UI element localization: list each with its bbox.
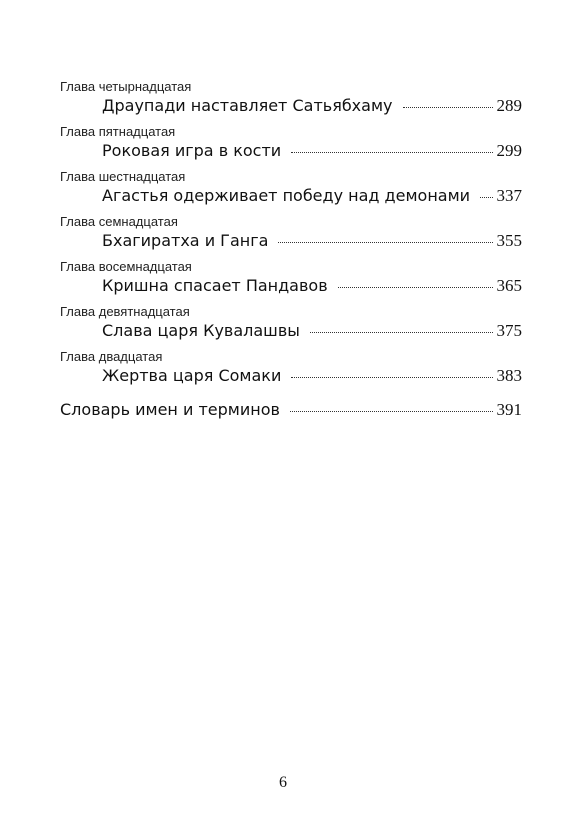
dot-leader (291, 377, 492, 378)
toc-chapter-14 (60, 78, 522, 117)
chapter-title: Слава царя Кувалашвы (102, 321, 300, 340)
dot-leader (291, 152, 492, 153)
toc-entry[interactable] (60, 275, 522, 297)
page-number: 299 (496, 141, 522, 160)
page-footer-number: 6 (279, 774, 287, 791)
toc-chapter-20 (60, 348, 522, 387)
toc-entry[interactable] (60, 140, 522, 162)
toc-entry[interactable] (60, 365, 522, 387)
page-number: 383 (496, 366, 522, 385)
page-number: 337 (496, 186, 522, 205)
chapter-title: Драупади наставляет Сатьябхаму (102, 96, 393, 115)
dot-leader (290, 411, 493, 412)
toc-chapter-17 (60, 213, 522, 252)
toc-entry[interactable] (60, 95, 522, 117)
chapter-title: Агастья одерживает победу над демонами (102, 186, 471, 205)
toc-entry[interactable] (60, 230, 522, 252)
toc-chapter-15 (60, 123, 522, 162)
chapter-label: Глава шестнадцатая (60, 169, 186, 184)
chapter-title: Бхагиратха и Ганга (102, 231, 269, 250)
toc-chapter-19 (60, 303, 522, 342)
table-of-contents (60, 78, 522, 421)
dot-leader (403, 107, 493, 108)
page-number: 289 (496, 96, 522, 115)
chapter-label: Глава четырнадцатая (60, 79, 192, 94)
chapter-title: Кришна спасает Пандавов (102, 276, 328, 295)
dot-leader (310, 332, 493, 333)
page-number: 391 (496, 400, 522, 419)
glossary-title: Словарь имен и терминов (60, 400, 280, 419)
chapter-title: Роковая игра в кости (102, 141, 282, 160)
page-number: 365 (496, 276, 522, 295)
toc-chapter-18 (60, 258, 522, 297)
chapter-label: Глава семнадцатая (60, 214, 178, 229)
toc-entry[interactable] (60, 185, 522, 207)
chapter-title: Жертва царя Сомаки (102, 366, 282, 385)
page-number: 355 (496, 231, 522, 250)
chapter-label: Глава девятнадцатая (60, 304, 190, 319)
chapter-label: Глава восемнадцатая (60, 259, 192, 274)
chapter-label: Глава пятнадцатая (60, 124, 176, 139)
toc-entry-glossary[interactable] (60, 399, 522, 421)
toc-chapter-16 (60, 168, 522, 207)
chapter-label: Глава двадцатая (60, 349, 163, 364)
page-number: 375 (496, 321, 522, 340)
dot-leader (338, 287, 493, 288)
toc-entry[interactable] (60, 320, 522, 342)
dot-leader (278, 242, 492, 243)
dot-leader (480, 197, 492, 198)
